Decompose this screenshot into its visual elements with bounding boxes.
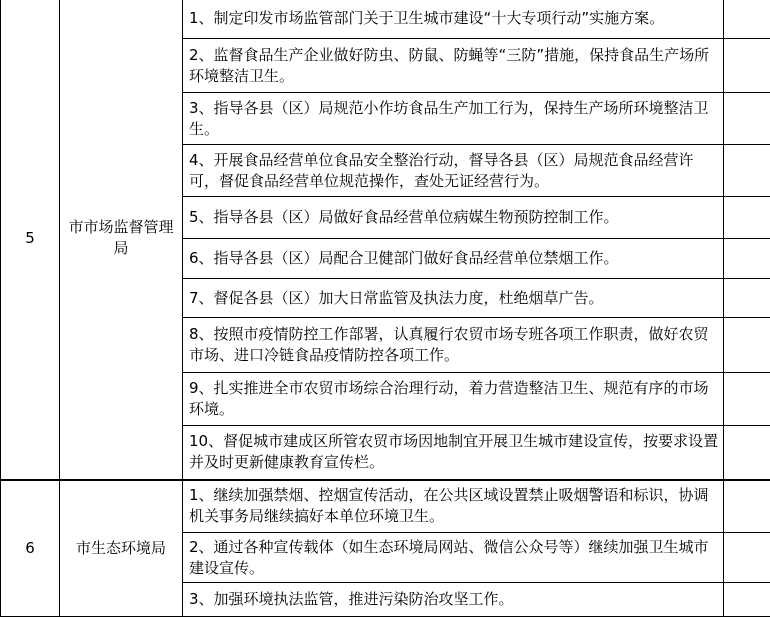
note-cell (724, 197, 770, 239)
note-cell (724, 533, 770, 583)
note-cell (724, 145, 770, 197)
note-cell (724, 239, 770, 279)
task-cell: 1、继续加强禁烟、控烟宣传活动，在公共区域设置禁止吸烟警语和标识，协调机关事务局继续搞好本单位环境卫生。 (183, 480, 724, 533)
table-row (1, 0, 770, 39)
note-cell (724, 373, 770, 426)
table-row (1, 480, 770, 533)
task-cell: 10、督促城市建成区所管农贸市场因地制宜开展卫生城市建设宣传，按要求设置并及时更新健康教育宣传栏。 (183, 426, 724, 480)
note-cell (724, 426, 770, 480)
task-cell: 2、通过各种宣传载体（如生态环境局网站、微信公众号等）继续加强卫生城市建设宣传。 (183, 533, 724, 583)
note-cell (724, 583, 770, 617)
row-number: 5 (1, 0, 60, 480)
task-cell: 7、督促各县（区）加大日常监管及执法力度，杜绝烟草广告。 (183, 279, 724, 318)
responsible-unit: 市市场监督管理局 (60, 0, 183, 480)
task-cell: 3、加强环境执法监管，推进污染防治攻坚工作。 (183, 583, 724, 617)
note-cell (724, 279, 770, 318)
note-cell (724, 39, 770, 93)
task-cell: 5、指导各县（区）局做好食品经营单位病媒生物预防控制工作。 (183, 197, 724, 239)
note-cell (724, 318, 770, 373)
task-cell: 2、监督食品生产企业做好防虫、防鼠、防蝇等“三防”措施，保持食品生产场所环境整洁卫生。 (183, 39, 724, 93)
responsible-unit: 市生态环境局 (60, 480, 183, 617)
note-cell (724, 480, 770, 533)
note-cell (724, 93, 770, 145)
task-cell: 3、指导各县（区）局规范小作坊食品生产加工行为，保持生产场所环境整洁卫生。 (183, 93, 724, 145)
task-cell: 4、开展食品经营单位食品安全整治行动，督导各县（区）局规范食品经营许可，督促食品经营单位规范操作，查处无证经营行为。 (183, 145, 724, 197)
task-cell: 1、制定印发市场监管部门关于卫生城市建设“十大专项行动”实施方案。 (183, 0, 724, 39)
row-number: 6 (1, 480, 60, 617)
task-cell: 6、指导各县（区）局配合卫健部门做好食品经营单位禁烟工作。 (183, 239, 724, 279)
task-cell: 9、扎实推进全市农贸市场综合治理行动，着力营造整洁卫生、规范有序的市场环境。 (183, 373, 724, 426)
note-cell (724, 0, 770, 39)
task-cell: 8、按照市疫情防控工作部署，认真履行农贸市场专班各项工作职责，做好农贸市场、进口冷链食品疫情防控各项工作。 (183, 318, 724, 373)
